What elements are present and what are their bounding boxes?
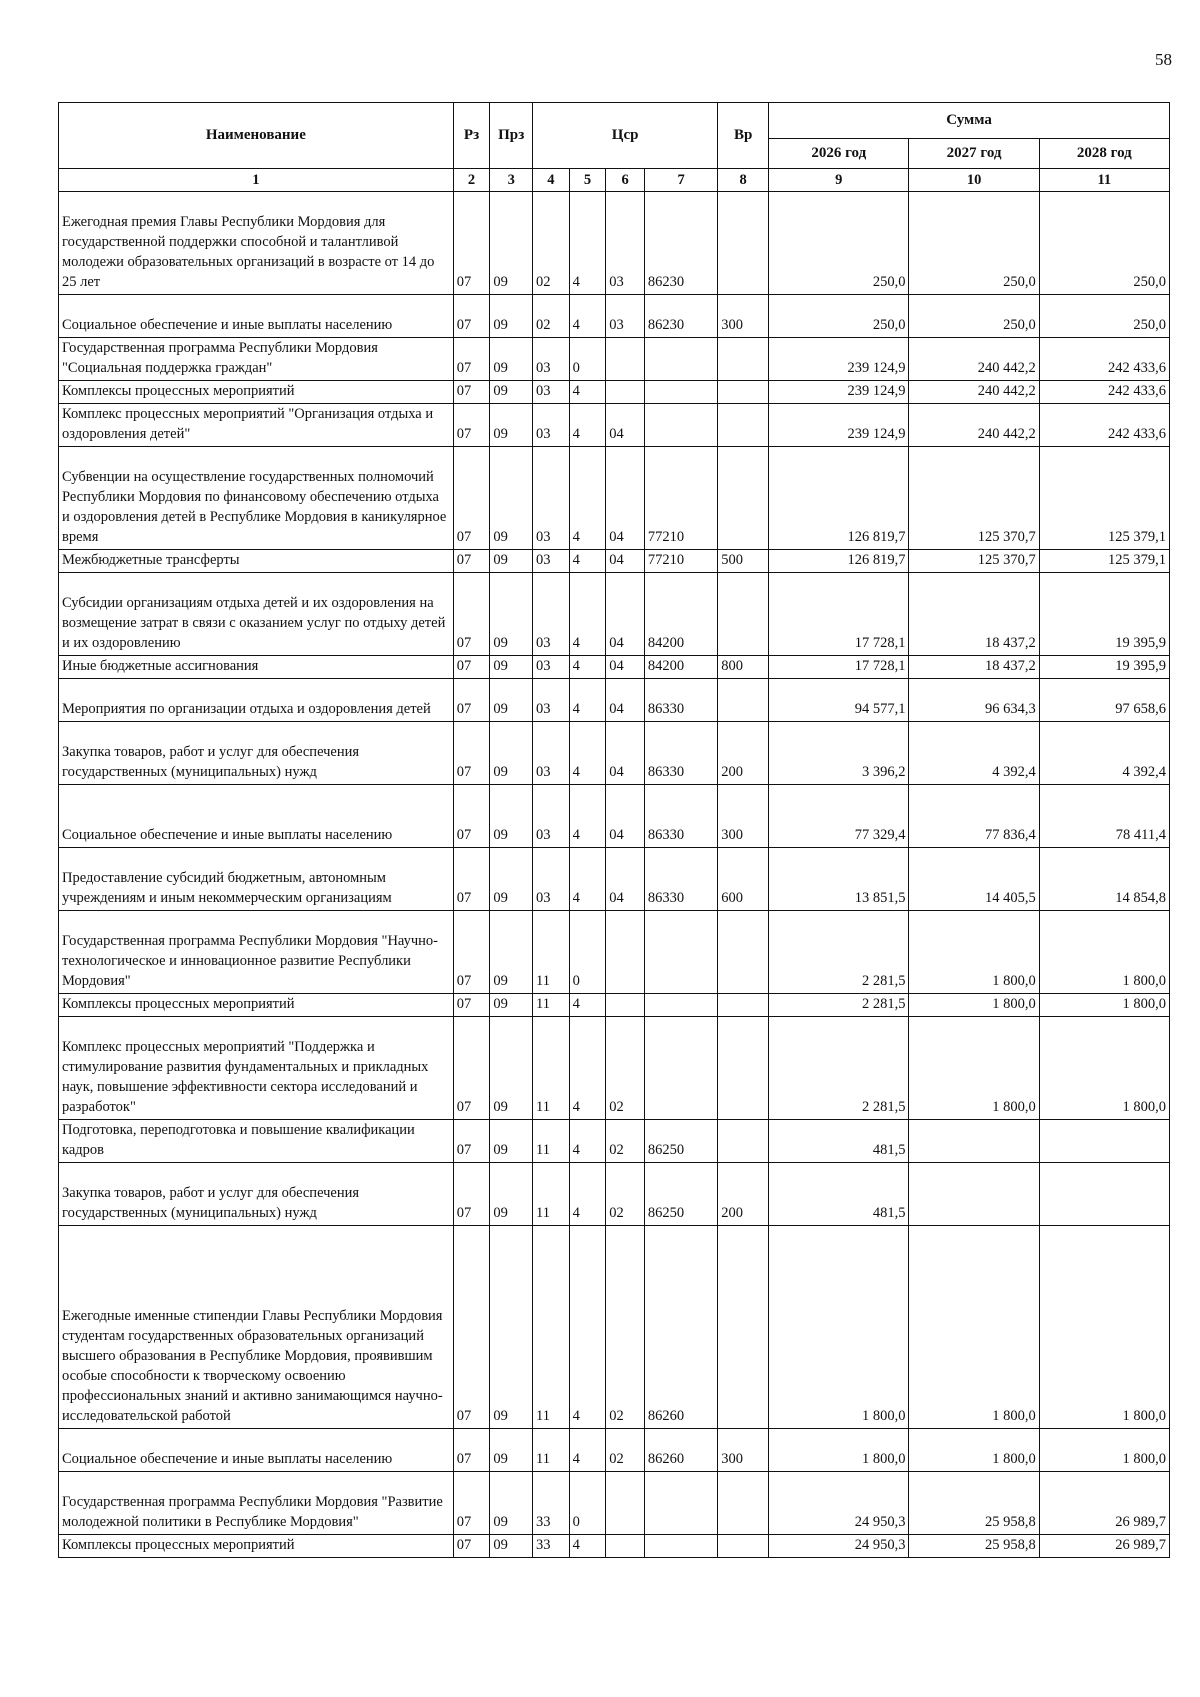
row-sum-2027	[909, 1163, 1039, 1226]
row-csr-complex	[606, 911, 645, 994]
table-row	[59, 1163, 1170, 1226]
row-csr-complex: 04	[606, 573, 645, 656]
row-csr-program: 03	[533, 447, 570, 550]
row-csr-direction	[644, 1472, 717, 1535]
row-prz: 09	[490, 1120, 533, 1163]
row-sum-2026: 239 124,9	[769, 381, 909, 404]
row-csr-program: 02	[533, 192, 570, 295]
row-csr-program: 11	[533, 911, 570, 994]
row-rz: 07	[453, 656, 490, 679]
table-row	[59, 295, 1170, 338]
table-row	[59, 679, 1170, 722]
row-prz: 09	[490, 550, 533, 573]
row-sum-2027: 240 442,2	[909, 381, 1039, 404]
col-number: 2	[453, 169, 490, 192]
row-csr-type: 4	[569, 656, 606, 679]
row-csr-complex: 04	[606, 656, 645, 679]
row-vr: 200	[718, 1163, 769, 1226]
row-name: Предоставление субсидий бюджетным, автономным учреждениям и иным некоммерческим организациям	[59, 848, 454, 911]
row-csr-type: 4	[569, 848, 606, 911]
row-name: Комплексы процессных мероприятий	[59, 1535, 454, 1558]
row-rz: 07	[453, 1226, 490, 1429]
row-sum-2028: 125 379,1	[1039, 447, 1169, 550]
row-csr-type: 4	[569, 1226, 606, 1429]
row-csr-complex: 04	[606, 404, 645, 447]
row-csr-complex: 04	[606, 679, 645, 722]
row-csr-complex	[606, 994, 645, 1017]
row-vr: 200	[718, 722, 769, 785]
row-csr-complex: 04	[606, 722, 645, 785]
row-sum-2028: 78 411,4	[1039, 785, 1169, 848]
table-row	[59, 1472, 1170, 1535]
row-sum-2028: 1 800,0	[1039, 911, 1169, 994]
table-row	[59, 656, 1170, 679]
col-number: 6	[606, 169, 645, 192]
row-csr-complex: 02	[606, 1429, 645, 1472]
row-csr-complex: 02	[606, 1017, 645, 1120]
row-sum-2026: 126 819,7	[769, 447, 909, 550]
row-name: Социальное обеспечение и иные выплаты населению	[59, 785, 454, 848]
row-name: Межбюджетные трансферты	[59, 550, 454, 573]
row-sum-2028: 250,0	[1039, 192, 1169, 295]
row-sum-2028: 1 800,0	[1039, 1017, 1169, 1120]
row-vr	[718, 1535, 769, 1558]
row-prz: 09	[490, 848, 533, 911]
row-vr	[718, 1017, 769, 1120]
row-csr-complex	[606, 1535, 645, 1558]
row-vr	[718, 679, 769, 722]
row-sum-2027	[909, 1120, 1039, 1163]
column-numbers-row	[59, 169, 1170, 192]
row-prz: 09	[490, 1535, 533, 1558]
row-csr-program: 03	[533, 722, 570, 785]
row-sum-2026: 94 577,1	[769, 679, 909, 722]
row-csr-direction	[644, 911, 717, 994]
row-csr-complex: 04	[606, 447, 645, 550]
row-sum-2027: 18 437,2	[909, 656, 1039, 679]
row-csr-program: 03	[533, 573, 570, 656]
row-vr	[718, 1472, 769, 1535]
row-rz: 07	[453, 785, 490, 848]
row-vr	[718, 381, 769, 404]
row-name: Комплексы процессных мероприятий	[59, 994, 454, 1017]
row-csr-program: 03	[533, 656, 570, 679]
row-sum-2026: 250,0	[769, 192, 909, 295]
row-vr	[718, 404, 769, 447]
col-number: 8	[718, 169, 769, 192]
row-prz: 09	[490, 1429, 533, 1472]
row-sum-2026: 24 950,3	[769, 1472, 909, 1535]
row-rz: 07	[453, 679, 490, 722]
row-csr-complex	[606, 381, 645, 404]
row-sum-2028: 250,0	[1039, 295, 1169, 338]
row-csr-direction	[644, 381, 717, 404]
row-rz: 07	[453, 1163, 490, 1226]
row-vr	[718, 573, 769, 656]
row-rz: 07	[453, 295, 490, 338]
row-csr-type: 4	[569, 1429, 606, 1472]
row-sum-2026: 481,5	[769, 1120, 909, 1163]
row-csr-direction: 86330	[644, 722, 717, 785]
row-name: Комплекс процессных мероприятий "Организация отдыха и оздоровления детей"	[59, 404, 454, 447]
row-sum-2028: 26 989,7	[1039, 1472, 1169, 1535]
row-sum-2027: 14 405,5	[909, 848, 1039, 911]
row-prz: 09	[490, 1163, 533, 1226]
row-sum-2027: 1 800,0	[909, 1017, 1039, 1120]
row-vr	[718, 192, 769, 295]
row-prz: 09	[490, 994, 533, 1017]
row-csr-complex: 03	[606, 192, 645, 295]
row-csr-type: 4	[569, 785, 606, 848]
row-vr: 600	[718, 848, 769, 911]
row-vr: 300	[718, 295, 769, 338]
row-sum-2026: 250,0	[769, 295, 909, 338]
row-csr-program: 11	[533, 1226, 570, 1429]
col-number: 5	[569, 169, 606, 192]
row-sum-2026: 1 800,0	[769, 1429, 909, 1472]
row-rz: 07	[453, 550, 490, 573]
row-sum-2028: 242 433,6	[1039, 338, 1169, 381]
row-prz: 09	[490, 381, 533, 404]
row-csr-type: 4	[569, 295, 606, 338]
row-prz: 09	[490, 1017, 533, 1120]
row-sum-2027: 25 958,8	[909, 1535, 1039, 1558]
header-name: Наименование	[59, 103, 454, 169]
row-csr-direction: 77210	[644, 447, 717, 550]
row-csr-program: 03	[533, 404, 570, 447]
table-row	[59, 381, 1170, 404]
row-sum-2028	[1039, 1120, 1169, 1163]
row-csr-direction: 84200	[644, 573, 717, 656]
row-csr-type: 4	[569, 679, 606, 722]
row-csr-direction: 86330	[644, 785, 717, 848]
row-csr-complex: 02	[606, 1226, 645, 1429]
row-rz: 07	[453, 1472, 490, 1535]
row-rz: 07	[453, 1535, 490, 1558]
page-number: 58	[1155, 50, 1172, 69]
table-row	[59, 404, 1170, 447]
row-csr-program: 33	[533, 1535, 570, 1558]
table-row	[59, 994, 1170, 1017]
table-row	[59, 1017, 1170, 1120]
row-vr	[718, 447, 769, 550]
row-vr: 300	[718, 785, 769, 848]
row-prz: 09	[490, 785, 533, 848]
row-rz: 07	[453, 447, 490, 550]
row-name: Комплекс процессных мероприятий "Поддержка и стимулирование развития фундаментальных и прикладных наук, повышение эффективности сектора исследований и разработок"	[59, 1017, 454, 1120]
row-prz: 09	[490, 722, 533, 785]
row-sum-2028: 14 854,8	[1039, 848, 1169, 911]
header-year-2026: 2026 год	[769, 139, 909, 169]
header-prz: Прз	[490, 103, 533, 169]
col-number: 3	[490, 169, 533, 192]
row-name: Комплексы процессных мероприятий	[59, 381, 454, 404]
row-csr-type: 4	[569, 573, 606, 656]
row-csr-type: 4	[569, 192, 606, 295]
header-year-2027: 2027 год	[909, 139, 1039, 169]
header-rz: Рз	[453, 103, 490, 169]
row-csr-type: 4	[569, 1163, 606, 1226]
row-csr-complex	[606, 338, 645, 381]
row-csr-program: 11	[533, 994, 570, 1017]
row-prz: 09	[490, 573, 533, 656]
row-csr-program: 11	[533, 1429, 570, 1472]
row-sum-2028: 1 800,0	[1039, 1226, 1169, 1429]
row-sum-2028: 242 433,6	[1039, 381, 1169, 404]
row-csr-direction: 86330	[644, 848, 717, 911]
row-csr-direction: 86250	[644, 1163, 717, 1226]
row-csr-program: 03	[533, 785, 570, 848]
row-name: Государственная программа Республики Мордовия "Социальная поддержка граждан"	[59, 338, 454, 381]
row-csr-type: 0	[569, 338, 606, 381]
row-csr-program: 33	[533, 1472, 570, 1535]
table-row	[59, 573, 1170, 656]
row-sum-2028: 242 433,6	[1039, 404, 1169, 447]
table-row	[59, 785, 1170, 848]
row-rz: 07	[453, 404, 490, 447]
row-prz: 09	[490, 192, 533, 295]
row-csr-direction: 86330	[644, 679, 717, 722]
row-csr-type: 4	[569, 1535, 606, 1558]
row-csr-type: 4	[569, 1120, 606, 1163]
row-name: Государственная программа Республики Мордовия "Научно-технологическое и инновационное развитие Республики Мордовия"	[59, 911, 454, 994]
row-sum-2026: 239 124,9	[769, 338, 909, 381]
table-row	[59, 1226, 1170, 1429]
row-rz: 07	[453, 722, 490, 785]
row-sum-2026: 2 281,5	[769, 911, 909, 994]
row-vr	[718, 1226, 769, 1429]
row-prz: 09	[490, 656, 533, 679]
row-name: Подготовка, переподготовка и повышение квалификации кадров	[59, 1120, 454, 1163]
row-prz: 09	[490, 404, 533, 447]
row-csr-type: 4	[569, 447, 606, 550]
row-prz: 09	[490, 447, 533, 550]
row-csr-direction: 86230	[644, 192, 717, 295]
row-csr-direction: 77210	[644, 550, 717, 573]
header-year-2028: 2028 год	[1039, 139, 1169, 169]
row-sum-2028: 125 379,1	[1039, 550, 1169, 573]
header-vr: Вр	[718, 103, 769, 169]
row-sum-2027: 96 634,3	[909, 679, 1039, 722]
col-number: 11	[1039, 169, 1169, 192]
row-sum-2028: 1 800,0	[1039, 994, 1169, 1017]
row-prz: 09	[490, 1472, 533, 1535]
row-rz: 07	[453, 381, 490, 404]
table-row	[59, 911, 1170, 994]
row-csr-direction: 86230	[644, 295, 717, 338]
row-sum-2028: 97 658,6	[1039, 679, 1169, 722]
row-csr-type: 4	[569, 404, 606, 447]
row-csr-direction	[644, 338, 717, 381]
row-sum-2026: 77 329,4	[769, 785, 909, 848]
row-csr-program: 03	[533, 338, 570, 381]
row-csr-program: 11	[533, 1017, 570, 1120]
row-sum-2028: 1 800,0	[1039, 1429, 1169, 1472]
row-rz: 07	[453, 573, 490, 656]
row-vr: 300	[718, 1429, 769, 1472]
row-rz: 07	[453, 1017, 490, 1120]
row-csr-type: 4	[569, 550, 606, 573]
row-csr-program: 03	[533, 848, 570, 911]
row-csr-program: 11	[533, 1163, 570, 1226]
row-sum-2027: 125 370,7	[909, 550, 1039, 573]
row-name: Закупка товаров, работ и услуг для обеспечения государственных (муниципальных) нужд	[59, 1163, 454, 1226]
row-csr-direction: 86260	[644, 1226, 717, 1429]
row-rz: 07	[453, 338, 490, 381]
row-name: Мероприятия по организации отдыха и оздоровления детей	[59, 679, 454, 722]
row-prz: 09	[490, 1226, 533, 1429]
row-rz: 07	[453, 911, 490, 994]
row-sum-2027: 1 800,0	[909, 1226, 1039, 1429]
row-csr-direction	[644, 404, 717, 447]
col-number: 1	[59, 169, 454, 192]
row-rz: 07	[453, 192, 490, 295]
row-csr-program: 02	[533, 295, 570, 338]
row-csr-type: 4	[569, 1017, 606, 1120]
table-row	[59, 1429, 1170, 1472]
row-rz: 07	[453, 1429, 490, 1472]
row-prz: 09	[490, 679, 533, 722]
row-sum-2026: 17 728,1	[769, 573, 909, 656]
row-name: Ежегодная премия Главы Республики Мордовия для государственной поддержки способной и талантливой молодежи образовательных организаций в возрасте от 14 до 25 лет	[59, 192, 454, 295]
row-csr-direction: 86260	[644, 1429, 717, 1472]
row-sum-2026: 3 396,2	[769, 722, 909, 785]
row-name: Субвенции на осуществление государственных полномочий Республики Мордовия по финансовому обеспечению отдыха и оздоровления детей в Республике Мордовия в каникулярное время	[59, 447, 454, 550]
row-sum-2026: 481,5	[769, 1163, 909, 1226]
row-rz: 07	[453, 1120, 490, 1163]
col-number: 7	[644, 169, 717, 192]
row-csr-program: 11	[533, 1120, 570, 1163]
row-name: Иные бюджетные ассигнования	[59, 656, 454, 679]
row-sum-2027: 250,0	[909, 295, 1039, 338]
row-csr-direction	[644, 1017, 717, 1120]
row-sum-2026: 239 124,9	[769, 404, 909, 447]
row-sum-2026: 126 819,7	[769, 550, 909, 573]
row-name: Государственная программа Республики Мордовия "Развитие молодежной политики в Республике Мордовия"	[59, 1472, 454, 1535]
col-number: 9	[769, 169, 909, 192]
row-csr-type: 0	[569, 911, 606, 994]
col-number: 10	[909, 169, 1039, 192]
row-name: Закупка товаров, работ и услуг для обеспечения государственных (муниципальных) нужд	[59, 722, 454, 785]
row-name: Социальное обеспечение и иные выплаты населению	[59, 295, 454, 338]
header-summa: Сумма	[769, 103, 1170, 139]
row-csr-type: 4	[569, 722, 606, 785]
header-csr: Цср	[533, 103, 718, 169]
row-sum-2027: 240 442,2	[909, 404, 1039, 447]
row-sum-2027: 1 800,0	[909, 911, 1039, 994]
row-sum-2026: 2 281,5	[769, 1017, 909, 1120]
table-row	[59, 447, 1170, 550]
row-sum-2026: 24 950,3	[769, 1535, 909, 1558]
row-sum-2027: 25 958,8	[909, 1472, 1039, 1535]
row-sum-2027: 1 800,0	[909, 1429, 1039, 1472]
row-vr	[718, 994, 769, 1017]
row-vr: 500	[718, 550, 769, 573]
row-sum-2028: 19 395,9	[1039, 573, 1169, 656]
row-prz: 09	[490, 338, 533, 381]
row-csr-complex: 02	[606, 1120, 645, 1163]
row-csr-program: 03	[533, 550, 570, 573]
row-sum-2026: 13 851,5	[769, 848, 909, 911]
row-sum-2027: 77 836,4	[909, 785, 1039, 848]
row-csr-complex: 04	[606, 785, 645, 848]
row-csr-type: 0	[569, 1472, 606, 1535]
row-csr-direction: 84200	[644, 656, 717, 679]
table-body	[59, 169, 1170, 1558]
row-sum-2027: 4 392,4	[909, 722, 1039, 785]
table-row	[59, 338, 1170, 381]
budget-table	[58, 102, 1170, 1558]
row-prz: 09	[490, 911, 533, 994]
col-number: 4	[533, 169, 570, 192]
row-csr-direction	[644, 994, 717, 1017]
row-sum-2026: 2 281,5	[769, 994, 909, 1017]
row-name: Ежегодные именные стипендии Главы Республики Мордовия студентам государственных образовательных организаций высшего образования в Республике Мордовия, проявившим особые способности к творческому освоению профессиональных знаний и активно занимающимся научно-исследовательской работой	[59, 1226, 454, 1429]
row-sum-2027: 250,0	[909, 192, 1039, 295]
row-vr	[718, 911, 769, 994]
row-rz: 07	[453, 848, 490, 911]
table-row	[59, 1535, 1170, 1558]
row-csr-program: 03	[533, 381, 570, 404]
row-sum-2028	[1039, 1163, 1169, 1226]
table-row	[59, 848, 1170, 911]
row-name: Социальное обеспечение и иные выплаты населению	[59, 1429, 454, 1472]
row-csr-complex: 04	[606, 848, 645, 911]
row-csr-complex: 02	[606, 1163, 645, 1226]
row-sum-2027: 240 442,2	[909, 338, 1039, 381]
row-sum-2028: 4 392,4	[1039, 722, 1169, 785]
row-prz: 09	[490, 295, 533, 338]
row-vr	[718, 1120, 769, 1163]
row-csr-direction	[644, 1535, 717, 1558]
row-vr: 800	[718, 656, 769, 679]
row-vr	[718, 338, 769, 381]
row-sum-2027: 1 800,0	[909, 994, 1039, 1017]
row-sum-2027: 18 437,2	[909, 573, 1039, 656]
row-csr-program: 03	[533, 679, 570, 722]
row-sum-2028: 26 989,7	[1039, 1535, 1169, 1558]
table-row	[59, 550, 1170, 573]
row-csr-type: 4	[569, 994, 606, 1017]
row-csr-complex: 04	[606, 550, 645, 573]
row-sum-2026: 1 800,0	[769, 1226, 909, 1429]
table-row	[59, 192, 1170, 295]
row-rz: 07	[453, 994, 490, 1017]
row-sum-2026: 17 728,1	[769, 656, 909, 679]
row-sum-2027: 125 370,7	[909, 447, 1039, 550]
row-csr-complex	[606, 1472, 645, 1535]
row-csr-complex: 03	[606, 295, 645, 338]
table-row	[59, 1120, 1170, 1163]
row-name: Субсидии организациям отдыха детей и их оздоровления на возмещение затрат в связи с оказанием услуг по отдыху детей и их оздоровлению	[59, 573, 454, 656]
table-row	[59, 722, 1170, 785]
row-sum-2028: 19 395,9	[1039, 656, 1169, 679]
row-csr-direction: 86250	[644, 1120, 717, 1163]
row-csr-type: 4	[569, 381, 606, 404]
